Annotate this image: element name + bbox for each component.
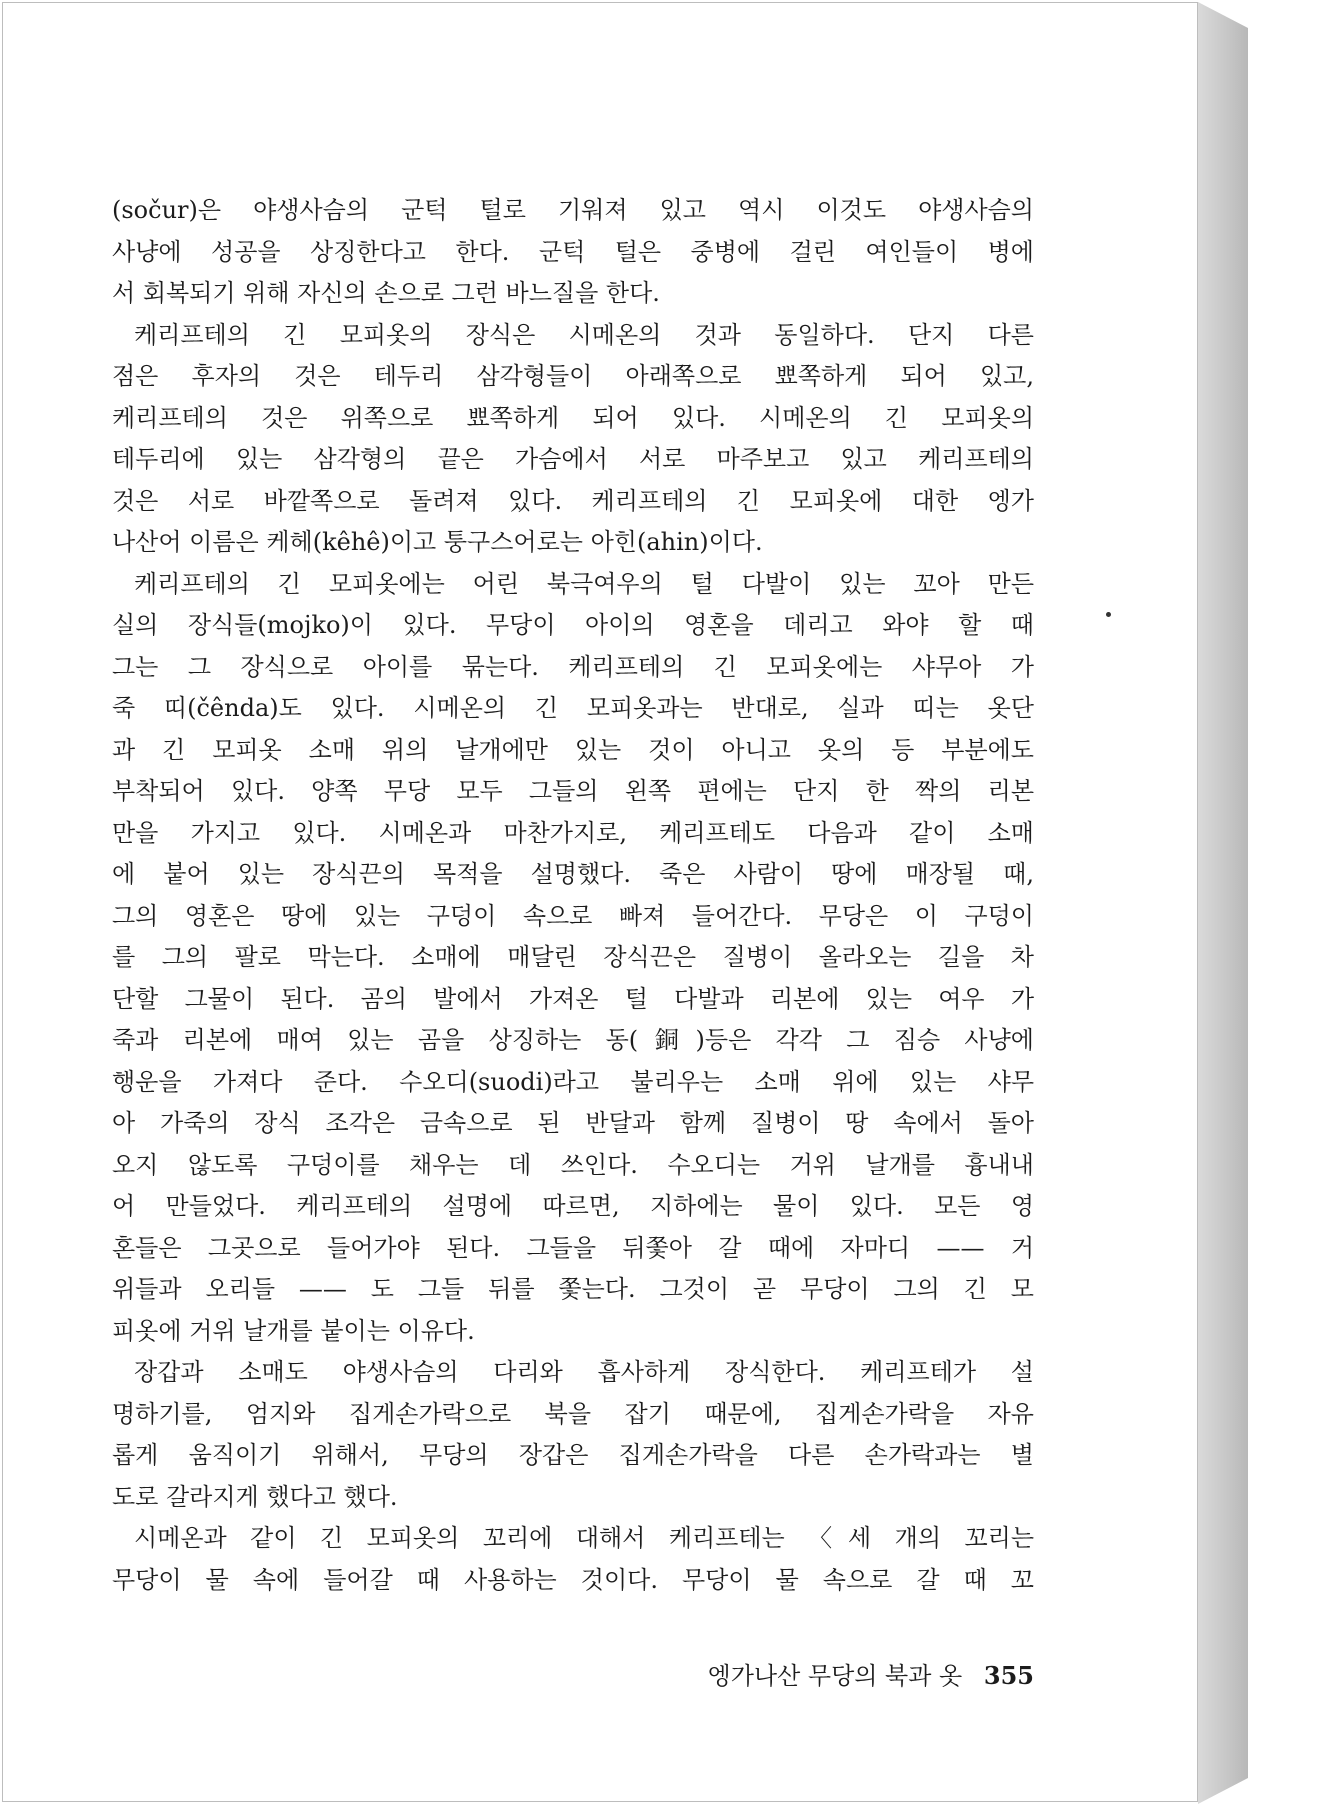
text-line: 단할 그물이 된다. 곰의 발에서 가져온 털 다발과 리본에 있는 여우 가 (112, 984, 1034, 1013)
text-line: 오지 않도록 구덩이를 채우는 데 쓰인다. 수오디는 거위 날개를 흉내내 (112, 1150, 1034, 1179)
text-line: 것은 서로 바깥쪽으로 돌려져 있다. 케리프테의 긴 모피옷에 대한 엥가 (112, 486, 1034, 515)
text-line: 장갑과 소매도 야생사슴의 다리와 흡사하게 장식한다. 케리프테가 설 (134, 1358, 1034, 1386)
page-footer (640, 1655, 1034, 1697)
text-line: 를 그의 팔로 막는다. 소매에 매달린 장식끈은 질병이 올라오는 길을 차 (112, 943, 1034, 971)
ink-speck (1106, 612, 1111, 617)
text-line: 그의 영혼은 땅에 있는 구덩이 속으로 빠져 들어간다. 무당은 이 구덩이 (112, 901, 1034, 930)
text-line: 도로 갈라지게 했다고 했다. (112, 1482, 398, 1511)
text-line: 케리프테의 긴 모피옷의 장식은 시메온의 것과 동일하다. 단지 다른 (134, 320, 1034, 349)
text-line: 서 회복되기 위해 자신의 손으로 그런 바느질을 한다. (112, 279, 660, 307)
text-line: 피옷에 거위 날개를 붙이는 이유다. (112, 1316, 475, 1345)
text-line: 위들과 오리들 —— 도 그들 뒤를 쫓는다. 그것이 곧 무당이 그의 긴 모 (112, 1275, 1034, 1303)
text-line: 부착되어 있다. 양쪽 무당 모두 그들의 왼쪽 편에는 단지 한 짝의 리본 (112, 777, 1034, 805)
text-line: 테두리에 있는 삼각형의 끝은 가슴에서 서로 마주보고 있고 케리프테의 (112, 445, 1034, 473)
text-line: 명하기를, 엄지와 집게손가락으로 북을 잡기 때문에, 집게손가락을 자유 (112, 1399, 1034, 1428)
text-line: 어 만들었다. 케리프테의 설명에 따르면, 지하에는 물이 있다. 모든 영 (112, 1192, 1034, 1220)
text-line: 죽과 리본에 매여 있는 곰을 상징하는 동(銅)등은 각각 그 짐승 사냥에 (112, 1026, 1034, 1054)
running-title: 엥가나산 무당의 북과 옷 (707, 1662, 963, 1690)
body-text (112, 190, 1034, 1601)
text-line: 혼들은 그곳으로 들어가야 된다. 그들을 뒤쫓아 갈 때에 자마디 —— 거 (112, 1233, 1034, 1262)
text-line: (sočur)은 야생사슴의 군턱 털로 기워져 있고 역시 이것도 야생사슴의 (112, 196, 1034, 224)
text-line: 행운을 가져다 준다. 수오디(suodi)라고 불리우는 소매 위에 있는 샤무 (112, 1067, 1034, 1096)
text-line: 실의 장식들(mojko)이 있다. 무당이 아이의 영혼을 데리고 와야 할 때 (112, 611, 1034, 639)
text-line: 만을 가지고 있다. 시메온과 마찬가지로, 케리프테도 다음과 같이 소매 (112, 818, 1034, 847)
text-line: 롭게 움직이기 위해서, 무당의 장갑은 집게손가락을 다른 손가락과는 별 (112, 1441, 1034, 1469)
page-number: 355 (983, 1661, 1034, 1690)
text-line: 시메온과 같이 긴 모피옷의 꼬리에 대해서 케리프테는 〈세 개의 꼬리는 (134, 1524, 1034, 1552)
text-line: 케리프테의 것은 위쪽으로 뾰쪽하게 되어 있다. 시메온의 긴 모피옷의 (112, 403, 1034, 432)
text-line: 에 붙어 있는 장식끈의 목적을 설명했다. 죽은 사람이 땅에 매장될 때, (112, 860, 1034, 888)
text-line: 죽 띠(čênda)도 있다. 시메온의 긴 모피옷과는 반대로, 실과 띠는 옷단 (112, 694, 1034, 722)
text-line: 사냥에 성공을 상징한다고 한다. 군턱 털은 중병에 걸린 여인들이 병에 (112, 237, 1034, 266)
text-line: 나산어 이름은 케헤(kêhê)이고 퉁구스어로는 아힌(ahin)이다. (112, 528, 763, 556)
text-line: 그는 그 장식으로 아이를 묶는다. 케리프테의 긴 모피옷에는 샤무아 가 (112, 652, 1034, 681)
text-line: 과 긴 모피옷 소매 위의 날개에만 있는 것이 아니고 옷의 등 부분에도 (112, 735, 1034, 764)
text-line: 점은 후자의 것은 테두리 삼각형들이 아래쪽으로 뾰쪽하게 되어 있고, (112, 362, 1034, 390)
text-line: 무당이 물 속에 들어갈 때 사용하는 것이다. 무당이 물 속으로 갈 때 꼬 (112, 1565, 1034, 1594)
text-line: 케리프테의 긴 모피옷에는 어린 북극여우의 털 다발이 있는 꼬아 만든 (134, 569, 1034, 598)
text-line: 아 가죽의 장식 조각은 금속으로 된 반달과 함께 질병이 땅 속에서 돌아 (112, 1109, 1034, 1137)
page-stack-edge (1198, 2, 1248, 1804)
